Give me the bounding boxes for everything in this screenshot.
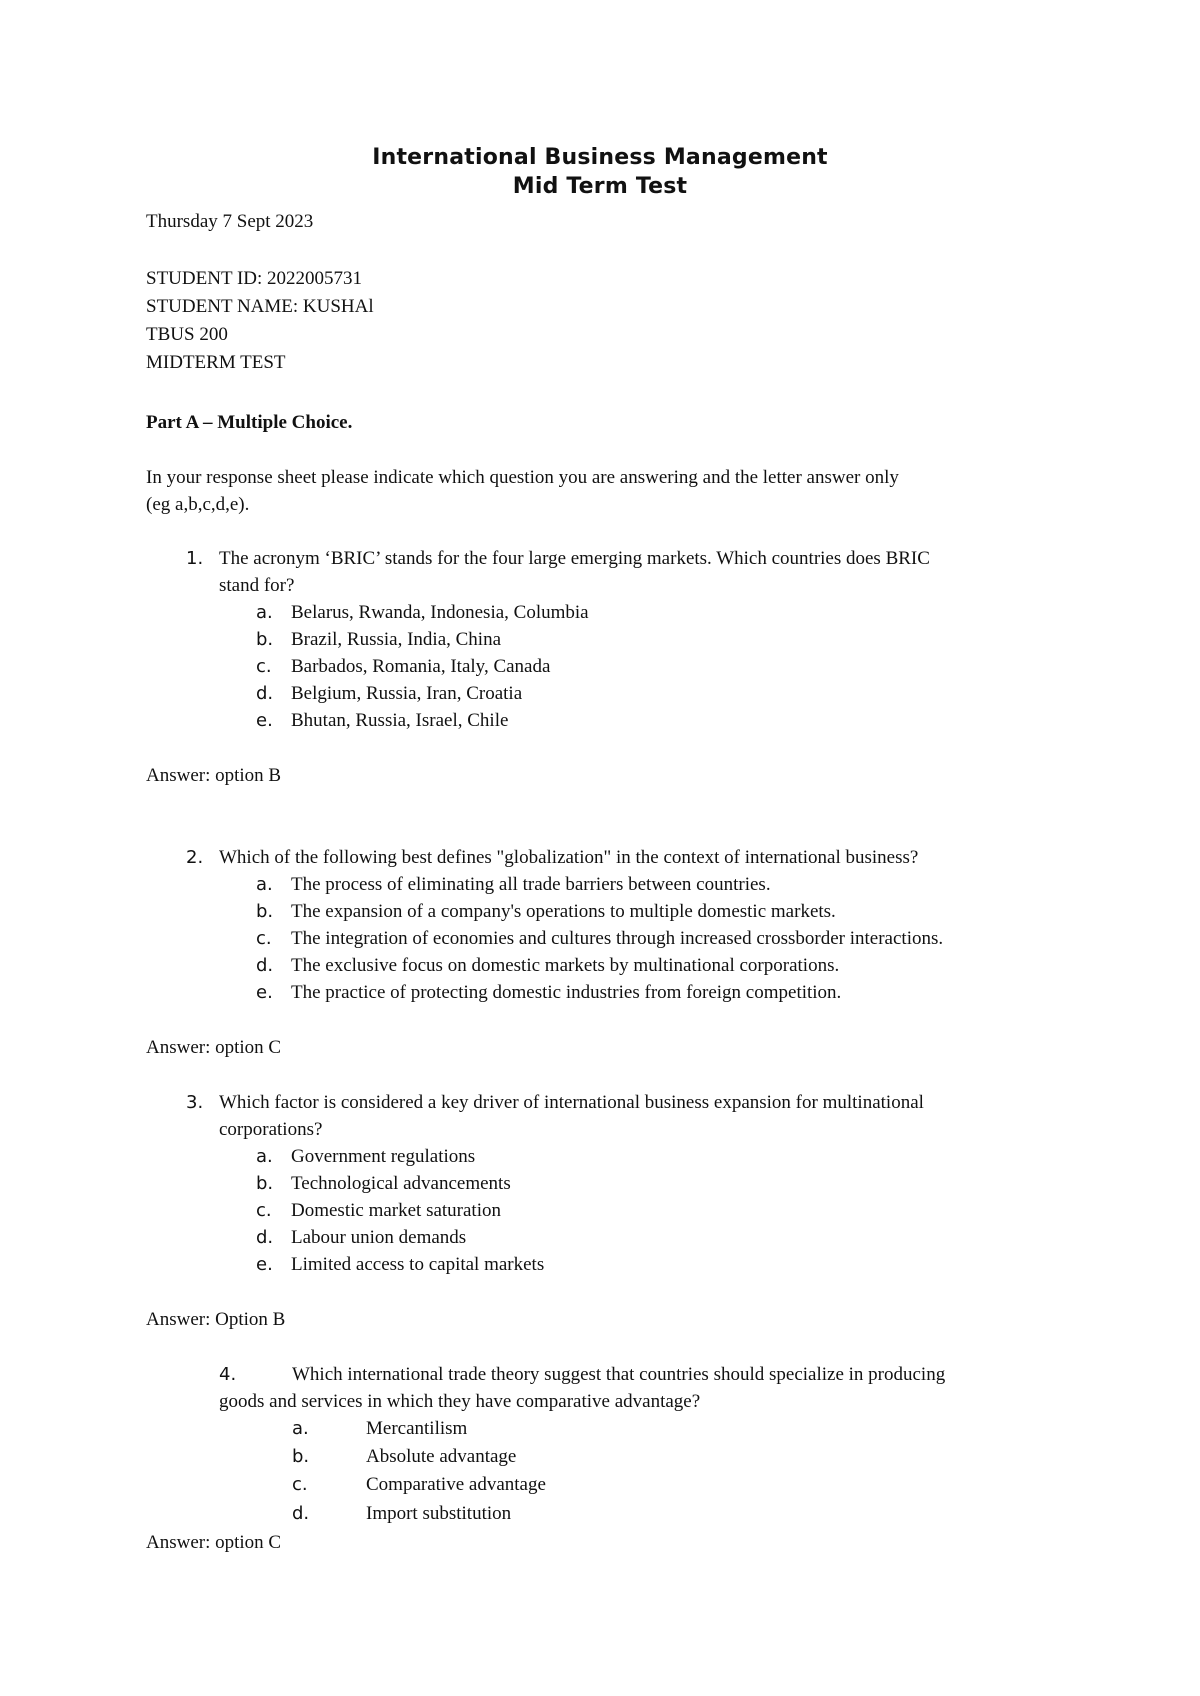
answer-text: Answer: option C <box>146 1532 282 1553</box>
test-date: Thursday 7 Sept 2023 <box>146 211 314 232</box>
option-text: Technological advancements <box>291 1173 511 1194</box>
question-number: 2. <box>186 847 204 868</box>
question-text: Which of the following best defines "globalization" in the context of international business? <box>219 847 919 868</box>
option-letter: c. <box>292 1474 308 1495</box>
question-number: 1. <box>186 548 204 569</box>
option-letter: e. <box>256 710 273 731</box>
option-letter: b. <box>292 1446 310 1467</box>
option-text: The process of eliminating all trade barriers between countries. <box>291 874 771 895</box>
question-text: Which international trade theory suggest that countries should specialize in producing <box>292 1364 946 1385</box>
option-letter: b. <box>256 1173 274 1194</box>
question-number: 4. <box>219 1364 237 1385</box>
option-letter: b. <box>256 901 274 922</box>
document-title: International Business Management <box>372 145 828 170</box>
option-text: The integration of economies and cultures through increased crossborder interactions. <box>291 928 944 949</box>
question-text-continued: stand for? <box>219 575 295 596</box>
option-text: Brazil, Russia, India, China <box>291 629 502 650</box>
answer-text: Answer: Option B <box>146 1309 286 1330</box>
option-text: Import substitution <box>366 1503 512 1524</box>
document-subtitle: Mid Term Test <box>512 174 688 199</box>
option-text: Belarus, Rwanda, Indonesia, Columbia <box>291 602 589 623</box>
option-text: Mercantilism <box>366 1418 468 1439</box>
instructions-line-2: (eg a,b,c,d,e). <box>146 494 250 515</box>
answer-text: Answer: option C <box>146 1037 282 1058</box>
option-letter: d. <box>256 1227 274 1248</box>
option-letter: e. <box>256 982 273 1003</box>
option-text: Bhutan, Russia, Israel, Chile <box>291 710 509 731</box>
option-letter: d. <box>292 1503 310 1524</box>
instructions-line-1: In your response sheet please indicate which question you are answering and the letter answer only <box>146 467 899 488</box>
option-text: Barbados, Romania, Italy, Canada <box>291 656 551 677</box>
question-text: The acronym ‘BRIC’ stands for the four large emerging markets. Which countries does BRIC <box>219 548 930 569</box>
option-text: The expansion of a company's operations to multiple domestic markets. <box>291 901 836 922</box>
option-letter: c. <box>256 1200 272 1221</box>
option-letter: a. <box>256 874 273 895</box>
answer-text: Answer: option B <box>146 765 282 786</box>
question-text-continued: goods and services in which they have comparative advantage? <box>219 1391 701 1412</box>
test-type: MIDTERM TEST <box>146 352 286 373</box>
option-text: Government regulations <box>291 1146 476 1167</box>
option-letter: a. <box>292 1418 309 1439</box>
student-name: STUDENT NAME: KUSHAl <box>146 296 374 317</box>
option-letter: b. <box>256 629 274 650</box>
option-text: The practice of protecting domestic industries from foreign competition. <box>291 982 842 1003</box>
option-letter: c. <box>256 928 272 949</box>
option-text: Domestic market saturation <box>291 1200 501 1221</box>
option-text: Limited access to capital markets <box>291 1254 545 1275</box>
option-text: The exclusive focus on domestic markets by multinational corporations. <box>291 955 840 976</box>
question-number: 3. <box>186 1092 204 1113</box>
option-letter: a. <box>256 602 273 623</box>
option-letter: d. <box>256 683 274 704</box>
option-text: Comparative advantage <box>366 1474 546 1495</box>
option-text: Labour union demands <box>291 1227 467 1248</box>
option-letter: c. <box>256 656 272 677</box>
part-a-heading: Part A – Multiple Choice. <box>146 412 353 433</box>
option-text: Belgium, Russia, Iran, Croatia <box>291 683 523 704</box>
option-letter: d. <box>256 955 274 976</box>
option-text: Absolute advantage <box>366 1446 517 1467</box>
option-letter: a. <box>256 1146 273 1167</box>
option-letter: e. <box>256 1254 273 1275</box>
question-text: Which factor is considered a key driver of international business expansion for multinational <box>219 1092 924 1113</box>
course-code: TBUS 200 <box>146 324 228 345</box>
question-text-continued: corporations? <box>219 1119 323 1140</box>
student-id: STUDENT ID: 2022005731 <box>146 268 363 289</box>
